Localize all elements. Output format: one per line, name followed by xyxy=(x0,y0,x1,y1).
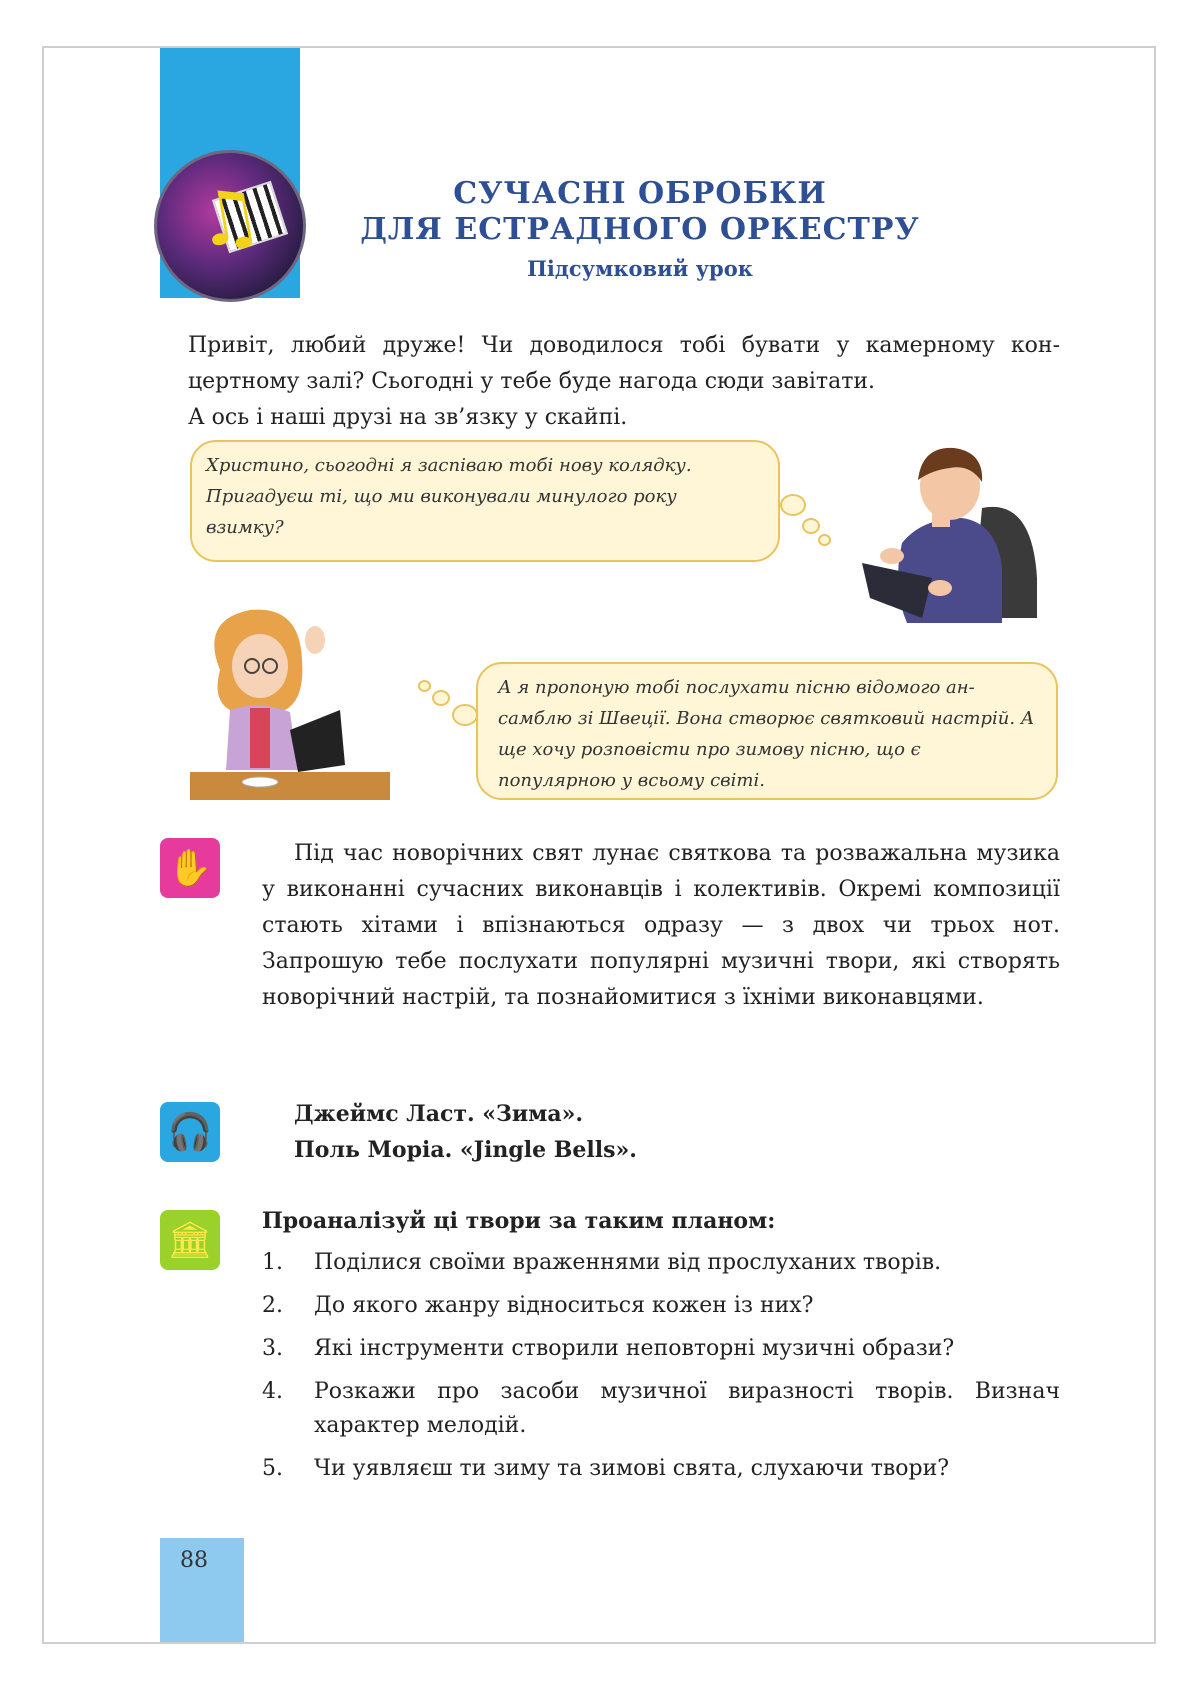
listening-works xyxy=(294,1096,637,1168)
boy-speech-bubble: Христино, сьогодні я заспіваю тобі нову колядку. Пригадуєш ті, що ми виконували минулого року взимку? xyxy=(190,440,780,562)
lesson-title xyxy=(300,176,980,281)
intro-text xyxy=(188,328,1060,436)
girl-with-laptop-illustration xyxy=(190,600,390,800)
girl-speech-bubble: А я пропоную тобі послухати пісню відомого ансамблю зі Швеції. Вона створює святковий настрій. А ще хочу розповісти про зимову пісню, що є популярною у всьому світі. xyxy=(476,662,1058,800)
bubble-dot xyxy=(432,690,450,706)
headphones-icon: 🎧 xyxy=(160,1102,220,1162)
list-item: 1. Поділися своїми враженнями від прослуханих творів. xyxy=(262,1250,942,1275)
analysis-heading: Проаналізуй ці твори за таким планом: xyxy=(262,1208,776,1234)
lesson-subtitle: Підсумковий урок xyxy=(527,256,753,281)
bubble-dot xyxy=(780,494,806,516)
listening-work-1: Джеймс Ласт. «Зима». xyxy=(294,1101,584,1127)
music-note-icon: ♫ xyxy=(188,169,269,267)
list-item: 5. Чи уявляєш ти зиму та зимові свята, слухаючи твори? xyxy=(262,1456,950,1481)
bubble-dot xyxy=(802,518,820,534)
columns-icon: 🏛 xyxy=(160,1210,220,1270)
bubble-dot xyxy=(418,680,431,692)
music-emblem-icon xyxy=(154,150,306,302)
intro-paragraph-2: А ось і наші друзі на зв’язку у скайпі. xyxy=(188,405,628,430)
list-item: 4. Розкажи про засоби музичної виразності творів. Визнач характер мелодій. xyxy=(262,1379,1060,1438)
listening-work-2: Поль Моріа. «Jingle Bells». xyxy=(294,1137,637,1163)
bubble-dot xyxy=(452,704,478,726)
body-paragraph: Під час новорічних свят лунає святкова та розважальна музика у виконанні сучасних виконавців і колективів. Окремі композиції стають хітами і впізнаються одразу — з двох чи трьох нот. Запрошую тебе послухати популярні музичні твори, які створять новорічний настрій, та познайомитися з їхніми виконавцями. xyxy=(262,841,1060,1010)
page-number: 88 xyxy=(180,1548,208,1573)
bubble-dot xyxy=(818,534,831,546)
intro-paragraph-1: Привіт, любий друже! Чи доводилося тобі бувати у камерному концертному залі? Сьогодні у тебе буде нагода сюди завітати. xyxy=(188,333,1060,394)
analysis-list xyxy=(262,1246,1060,1495)
hand-icon: ✋ xyxy=(160,838,220,898)
title-line-1: СУЧАСНІ ОБРОБКИ xyxy=(453,176,827,211)
list-item: 2. До якого жанру відноситься кожен із них? xyxy=(262,1293,814,1318)
list-item: 3. Які інструменти створили неповторні музичні образи? xyxy=(262,1336,955,1361)
boy-with-laptop-illustration xyxy=(862,438,1042,628)
title-line-2: ДЛЯ ЕСТРАДНОГО ОРКЕСТРУ xyxy=(360,212,920,247)
